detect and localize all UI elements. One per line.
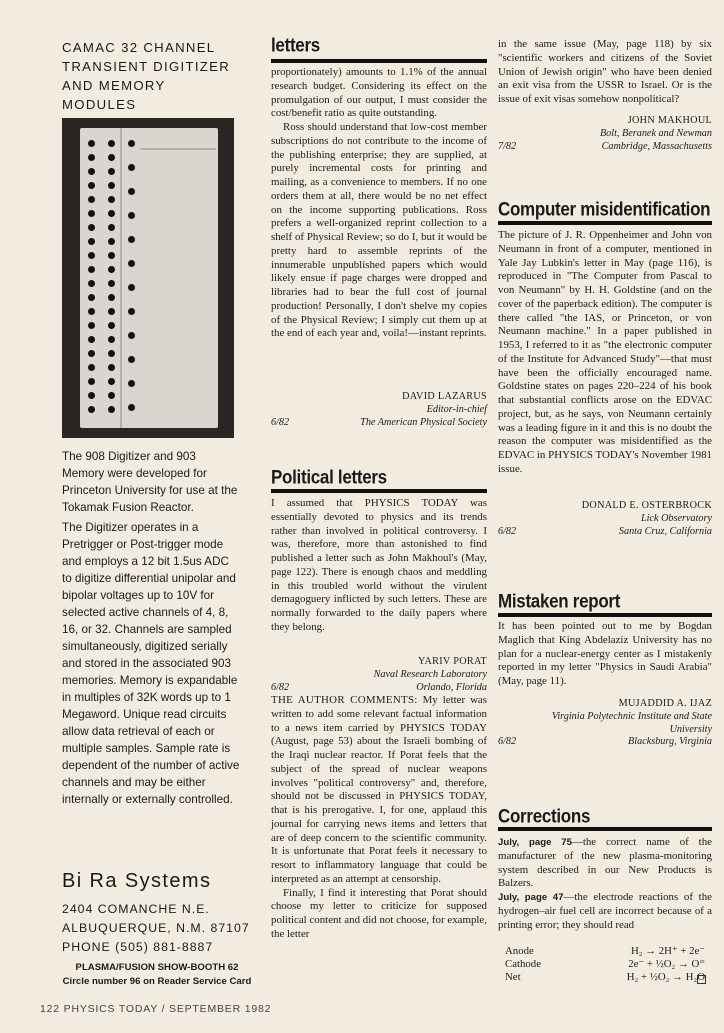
- address-line: 2404 COMANCHE N.E.: [62, 902, 210, 916]
- connector-knob: [88, 364, 95, 371]
- signature-date: 6/82: [498, 525, 517, 537]
- signature-date: 6/82: [271, 681, 290, 693]
- signature-place: Santa Cruz, California: [618, 525, 712, 537]
- connector-knob: [88, 196, 95, 203]
- company-address: [62, 900, 252, 957]
- paragraph: proportionately) amounts to 1.1% of the annual research budget. Considering its effect on the promulgation of our output, I must consider the cost/benefit ratio as quite outstanding.: [271, 66, 487, 120]
- connector-knob: [108, 336, 115, 343]
- module-panel: [80, 128, 218, 428]
- signature-date: 6/82: [498, 736, 517, 748]
- heading-mistaken-report: Mistaken report: [498, 590, 621, 612]
- heading-rule: [498, 613, 712, 617]
- address-line: ALBUQUERQUE, N.M. 87107: [62, 921, 250, 935]
- letter-text: [271, 694, 487, 942]
- connector-knob: [88, 378, 95, 385]
- connector-knob: [88, 322, 95, 329]
- address-line: PHONE (505) 881-8887: [62, 940, 214, 954]
- signature-org: Bolt, Beranek and Newman: [599, 127, 712, 139]
- paragraph: My letter was written to add some relevant factual information to a news item carried by PHYSICS TODAY (August, page 53) about the Israeli bombing of the Iraqi nuclear reactor. If Porat feels that the subject of the spread of nuclear weapons involves "political controversy" and, therefore, should not be discussed in PHYSICS TODAY, that is his prerogative. I, for one, applaud this journal for carrying news items and letters that are of deep concern to the scientific community. It is unfortunate that Porat feels it necessary to resort to inflammatory language that could be interpreted as an attempt at censorship.: [271, 694, 488, 885]
- panel-divider: [120, 128, 122, 428]
- heading-rule: [498, 827, 712, 831]
- connector-knob: [108, 392, 115, 399]
- connector-knob: [88, 336, 95, 343]
- connector-knob: [128, 332, 135, 339]
- signature-name: JOHN MAKHOUL: [627, 115, 712, 126]
- connector-knob: [128, 164, 135, 171]
- correction-text: —the electrode reactions of the hydrogen–air fuel cell are incorrect because of a printing error; they should read: [498, 891, 712, 931]
- connector-knob: [88, 140, 95, 147]
- connector-knob: [108, 182, 115, 189]
- connector-knob: [88, 210, 95, 217]
- heading-rule: [271, 59, 487, 63]
- equation-formula: 2e⁻ + ½O₂ → O⁼: [628, 958, 705, 970]
- connector-knob: [88, 238, 95, 245]
- connector-knob: [88, 392, 95, 399]
- letter-text: [271, 66, 487, 341]
- corrections-text: [498, 836, 712, 932]
- connector-knob: [108, 406, 115, 413]
- connector-knob: [128, 356, 135, 363]
- equation-label: Cathode: [505, 958, 541, 970]
- author-comments-label: THE AUTHOR COMMENTS:: [271, 694, 418, 706]
- letter-text: [271, 497, 487, 635]
- signature: [498, 698, 712, 749]
- heading-corrections: Corrections: [498, 805, 591, 827]
- paragraph: in the same issue (May, page 118) by six "scientific workers and citizens of the Soviet Union of Jewish origin" who have been denied an exit visa from the USSR to Israel. Or is the issue of exit visas somehow nonpolitical?: [498, 38, 712, 105]
- connector-knob: [88, 154, 95, 161]
- correction-label: July, page 47: [498, 892, 564, 903]
- connector-knob: [128, 188, 135, 195]
- connector-knob: [108, 140, 115, 147]
- signature: [271, 391, 487, 429]
- connector-knob: [108, 294, 115, 301]
- connector-knob: [108, 196, 115, 203]
- paragraph: The picture of J. R. Oppenheimer and John von Neumann in front of a computer, mentioned in Yale Jay Lubkin's letter in May (page 116), is reproduced in "The Computer from Pascal to von Neumann" by H. H. Goldstine (and on the cover of the paperback edition). The computer is there called "the IAS, or Princeton, or von Neumann machine." In a paper published in 1953, I referred to it as "the electronic computer of the Institute for Advanced Study"—that must have been the officially encouraged name. Goldstine states on pages 220–224 of his book that substantial conflicts arose on the EDVAC project, but, as he says, von Neumann certainly was a leading figure in it and this is no doubt the reason the computer was misidentified as the EDVAC in PHYSICS TODAY's November 1981 issue.: [498, 229, 712, 475]
- connector-knob: [108, 224, 115, 231]
- connector-knob: [88, 350, 95, 357]
- letter-text: [498, 38, 712, 107]
- connector-knob: [128, 284, 135, 291]
- connector-knob: [128, 404, 135, 411]
- reader-service-card: Circle number 96 on Reader Service Card: [62, 976, 252, 987]
- connector-knob: [108, 210, 115, 217]
- signature-org: University: [669, 723, 712, 735]
- paragraph: I assumed that PHYSICS TODAY was essentially devoted to physics and its trends rather than involved in political controversy. I was, therefore, more than astonished to find published a letter such as John Makhoul's (May, page 122). There is enough chaos and meddling in this troubled world without the virulent demagoguery inflicted by such letters. These are normally forwarded to the daily papers where they belong.: [271, 497, 487, 633]
- connector-knob: [88, 252, 95, 259]
- connector-knob: [128, 212, 135, 219]
- connector-knob: [108, 322, 115, 329]
- paragraph: Ross should understand that low-cost member subscriptions do not contribute to the income of the publishing enterprise; they are supplied, at purely incremental costs for printing and mailing, as a convenience to members. If no one orders them at all, there would be no net effect on the income supporting publications. Ross prefers a well-organized reprint collection to a shelf of Physical Review; so do I, but it would be pretty hard to assemble reprints of the innumerable unpublished papers which would likely ensue if page charges were dropped and libraries had to bear the full cost of journal production! Personally, I don't shelve my copies of the Physical Review; I simply cut them up at the end of each year and, voila!—instant reprints.: [271, 121, 487, 340]
- ad-paragraph: The 908 Digitizer and 903 Memory were developed for Princeton University for use at the Tokamak Fusion Reactor.: [62, 450, 238, 514]
- connector-knob: [88, 182, 95, 189]
- heading-rule: [498, 221, 712, 225]
- company-name: Bi Ra Systems: [62, 870, 212, 892]
- connector-knob: [128, 308, 135, 315]
- connector-knob: [108, 154, 115, 161]
- ad-photo: [62, 118, 234, 438]
- connector-knob: [108, 280, 115, 287]
- correction-text: —the correct name of the manufacturer of the new plasma-monitoring system described in our New Products is Balzers.: [498, 836, 712, 890]
- connector-knob: [88, 168, 95, 175]
- ad-title: [62, 38, 242, 114]
- equation-label: Anode: [505, 945, 534, 957]
- connector-knob: [108, 378, 115, 385]
- connector-knob: [108, 308, 115, 315]
- signature-place: Orlando, Florida: [416, 681, 487, 693]
- equation-label: Net: [505, 971, 521, 983]
- connector-knob: [108, 364, 115, 371]
- heading-political-letters: Political letters: [271, 466, 387, 488]
- signature: [271, 656, 487, 694]
- signature-org: The American Physical Society: [360, 416, 487, 428]
- connector-knob: [108, 238, 115, 245]
- signature-place: Cambridge, Massachusetts: [601, 140, 712, 152]
- signature-role: Editor-in-chief: [426, 403, 487, 415]
- page-footer: 122 PHYSICS TODAY / SEPTEMBER 1982: [40, 1003, 272, 1015]
- letter-text: [498, 620, 712, 689]
- panel-divider: [140, 148, 216, 150]
- connector-knob: [128, 380, 135, 387]
- end-mark-icon: [697, 975, 706, 984]
- connector-knob: [88, 308, 95, 315]
- signature-org: Naval Research Laboratory: [373, 668, 487, 680]
- connector-knob: [88, 406, 95, 413]
- paragraph: Finally, I find it interesting that Porat should choose my letter to criticize for supposed political content and did not choose, for example, the letter: [271, 886, 487, 940]
- connector-knob: [108, 168, 115, 175]
- signature-date: 7/82: [498, 140, 517, 152]
- ad-title-line: TRANSIENT DIGITIZER: [62, 59, 231, 74]
- ad-title-line: AND MEMORY MODULES: [62, 78, 166, 112]
- signature-name: MUJADDID A. IJAZ: [618, 698, 712, 709]
- signature-name: DONALD E. OSTERBROCK: [581, 500, 712, 511]
- ad-paragraph: The Digitizer operates in a Pretrigger or Post-trigger mode and employs a 12 bit 1.5us ADC to digitize differential unipolar and bipolar voltages up to 10V for selected active channels of 4, 8, 16, or 32. Channels are sampled simultaneously, digitized serially and stored in the associated 903 memories. Memory is expandable in multiples of 32K words up to 1 Megaword. Unique read circuits allow data retrieval of each or multiple samples. Sample rate is dependent of the number of active channels and may be either internally or externally controlled.: [62, 521, 240, 806]
- signature: [498, 115, 712, 153]
- equations: [505, 945, 705, 984]
- booth-info: PLASMA/FUSION SHOW-BOOTH 62: [75, 962, 239, 973]
- equation-formula: H₂ → 2H⁺ + 2e⁻: [630, 945, 705, 957]
- connector-knob: [88, 266, 95, 273]
- heading-rule: [271, 489, 487, 493]
- connector-knob: [128, 260, 135, 267]
- connector-knob: [88, 294, 95, 301]
- signature-name: YARIV PORAT: [417, 656, 487, 667]
- paragraph: It has been pointed out to me by Bogdan Maglich that King Abdelaziz University has no plan for a nuclear-energy center as I mistakenly reported in my letter "Physics in Saudi Arabia" (May, page 11).: [498, 620, 712, 687]
- heading-letters: letters: [271, 34, 320, 56]
- connector-knob: [108, 266, 115, 273]
- signature: [498, 500, 712, 538]
- correction-label: July, page 75: [498, 837, 572, 848]
- connector-knob: [88, 280, 95, 287]
- signature-place: Blacksburg, Virginia: [628, 736, 712, 748]
- signature-org: Lick Observatory: [640, 512, 712, 524]
- signature-name: DAVID LAZARUS: [402, 391, 487, 402]
- letter-text: [498, 229, 712, 477]
- connector-knob: [128, 140, 135, 147]
- signature-date: 6/82: [271, 416, 290, 428]
- connector-knob: [108, 350, 115, 357]
- equation-formula: H₂ + ½O₂ → H₂O: [626, 971, 705, 983]
- connector-knob: [128, 236, 135, 243]
- connector-knob: [108, 252, 115, 259]
- signature-org: Virginia Polytechnic Institute and State: [551, 710, 712, 722]
- ad-title-line: CAMAC 32 CHANNEL: [62, 40, 216, 55]
- heading-computer-misidentification: Computer misidentification: [498, 198, 711, 220]
- connector-knob: [88, 224, 95, 231]
